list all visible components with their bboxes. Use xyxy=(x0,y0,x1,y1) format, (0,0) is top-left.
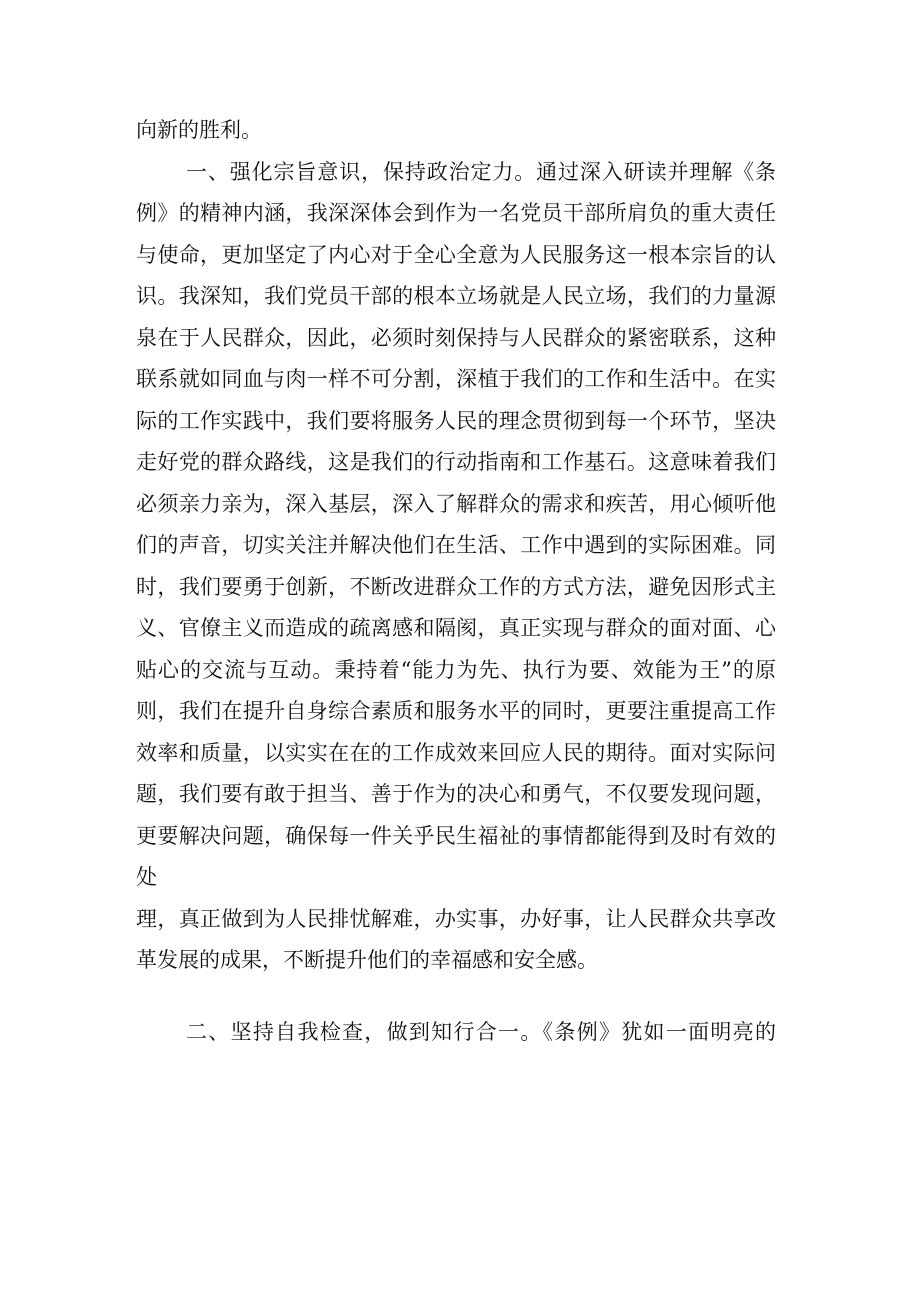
text-line: 例》的精神内涵，我深深体会到作为一名党员干部所肩负的重大责任 xyxy=(136,201,776,225)
text-line: 义、官僚主义而造成的疏离感和隔阂，真正实现与群众的面对面、心 xyxy=(136,616,776,640)
text-line: 际的工作实践中，我们要将服务人民的理念贯彻到每一个环节，坚决 xyxy=(136,408,776,433)
text-line: 效率和质量，以实实在在的工作成效来回应人民的期待。面对实际问 xyxy=(136,740,776,765)
text-line: 走好党的群众路线，这是我们的行动指南和工作基石。这意味着我们 xyxy=(136,450,776,474)
text-line: 联系就如同血与肉一样不可分割，深植于我们的工作和生活中。在实 xyxy=(136,367,776,391)
text-line: 题，我们要有敢于担当、善于作为的决心和勇气，不仅要发现问题， xyxy=(136,782,776,806)
section-heading-line: 一、强化宗旨意识，保持政治定力。通过深入研读并理解《条 xyxy=(186,159,776,184)
text-line: 时，我们要勇于创新，不断改进群众工作的方式方法，避免因形式主 xyxy=(136,574,776,599)
text-line: 向新的胜利。 xyxy=(136,118,262,142)
text-line: 则，我们在提升自身综合素质和服务水平的同时，更要注重提高工作 xyxy=(136,699,776,723)
text-line: 们的声音，切实关注并解决他们在生活、工作中遇到的实际困难。同 xyxy=(136,533,776,557)
text-line: 泉在于人民群众，因此，必须时刻保持与人民群众的紧密联系，这种 xyxy=(136,325,776,350)
text-line: 贴心的交流与互动。秉持着“能力为先、执行为要、效能为王”的原 xyxy=(136,657,776,682)
text-line: 必须亲力亲为，深入基层，深入了解群众的需求和疾苦，用心倾听他 xyxy=(136,491,776,516)
text-line: 识。我深知，我们党员干部的根本立场就是人民立场，我们的力量源 xyxy=(136,284,776,308)
text-line: 处 xyxy=(136,865,157,889)
paragraph-gap xyxy=(136,982,776,1012)
text-line: 理，真正做到为人民排忧解难，办实事，办好事，让人民群众共享改 xyxy=(136,906,776,931)
body-text xyxy=(136,110,776,1053)
section-heading-line: 二、坚持自我检查，做到知行合一。《条例》犹如一面明亮的 xyxy=(186,1019,776,1044)
text-line: 革发展的成果，不断提升他们的幸福感和安全感。 xyxy=(136,948,598,972)
text-line: 与使命，更加坚定了内心对于全心全意为人民服务这一根本宗旨的认 xyxy=(136,242,776,267)
text-line: 更要解决问题，确保每一件关乎民生福祉的事情都能得到及时有效的 xyxy=(136,823,776,848)
